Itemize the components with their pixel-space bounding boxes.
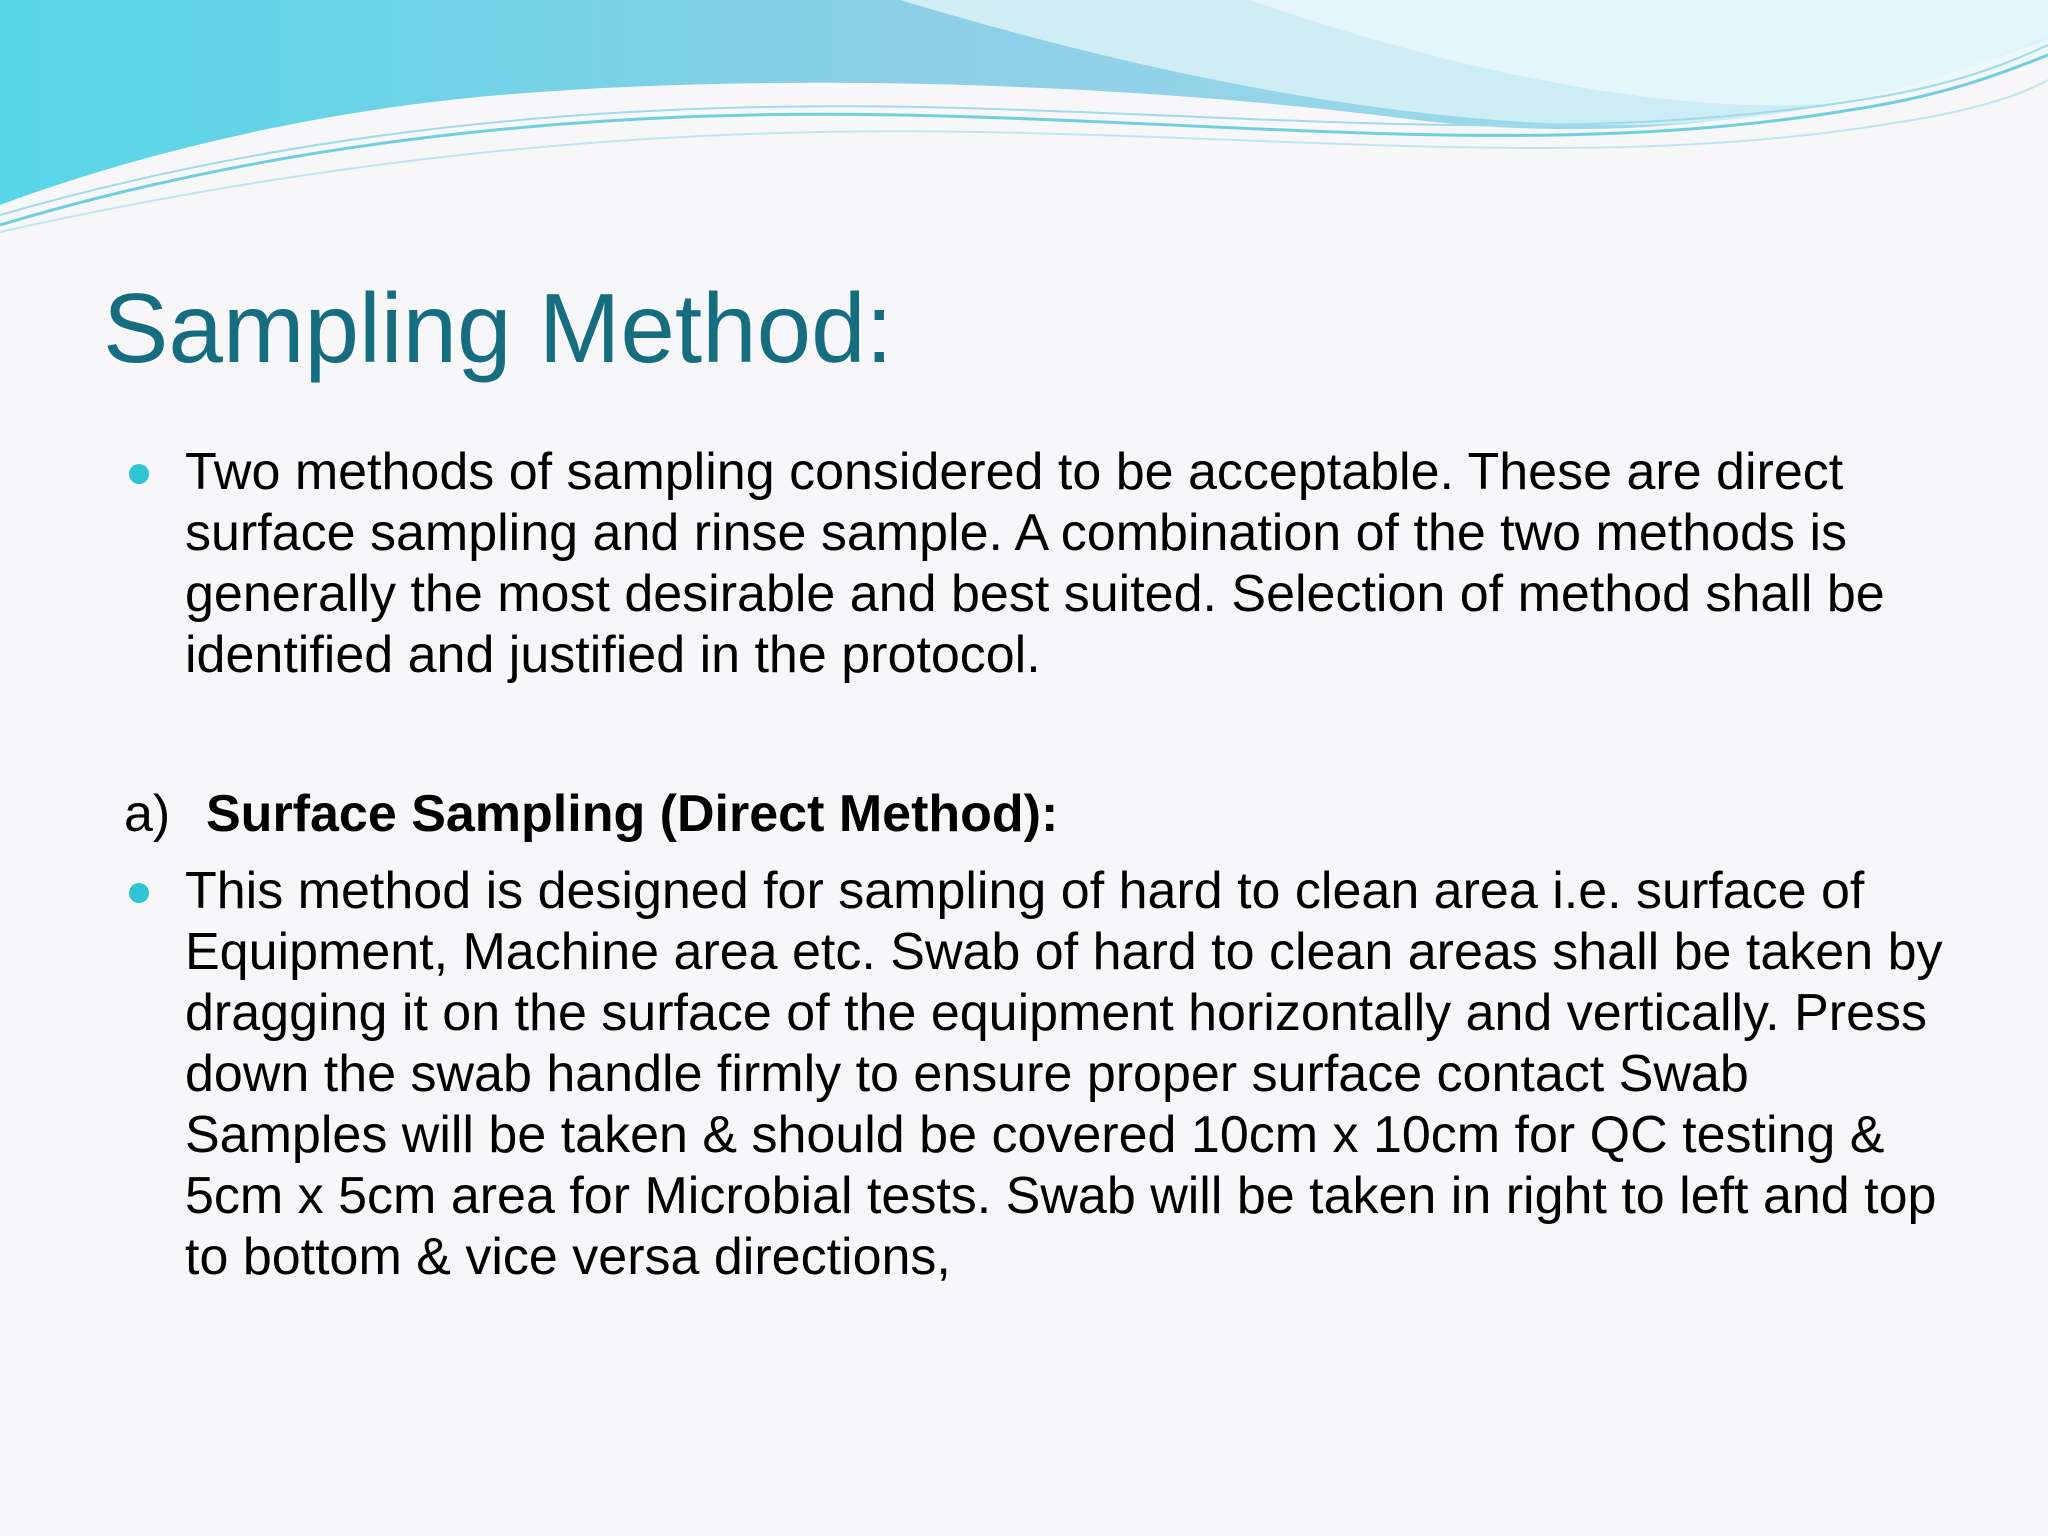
- bullet-dot-icon: [129, 883, 149, 903]
- bullet-text: Two methods of sampling considered to be acceptable. These are direct surface sampling and rinse sample. A combination of the two methods is generally the most desirable and best suited. Selection of method shall be identified and justified in the protocol.: [185, 443, 1885, 684]
- bullet-item-methods: [124, 442, 1954, 686]
- section-heading-text: Surface Sampling (Direct Method):: [206, 785, 1059, 843]
- bullet-dot-icon: [129, 464, 149, 484]
- section-heading: [124, 784, 1954, 845]
- slide-title: Sampling Method:: [103, 273, 893, 383]
- bullet-text: This method is designed for sampling of hard to clean area i.e. surface of Equipment, Machine area etc. Swab of hard to clean areas shall be taken by dragging it on the surface of the equipment horizontally and vertically. Press down the swab handle firmly to ensure proper surface contact Swab Samples will be taken & should be covered 10cm x 10cm for QC testing & 5cm x 5cm area for Microbial tests. Swab will be taken in right to left and top to bottom & vice versa directions,: [185, 862, 1943, 1286]
- header-wave-decoration: [0, 0, 2048, 240]
- bullet-item-surface-sampling: [124, 861, 1954, 1288]
- slide-content: [124, 442, 1954, 1288]
- section-letter: a): [124, 785, 171, 843]
